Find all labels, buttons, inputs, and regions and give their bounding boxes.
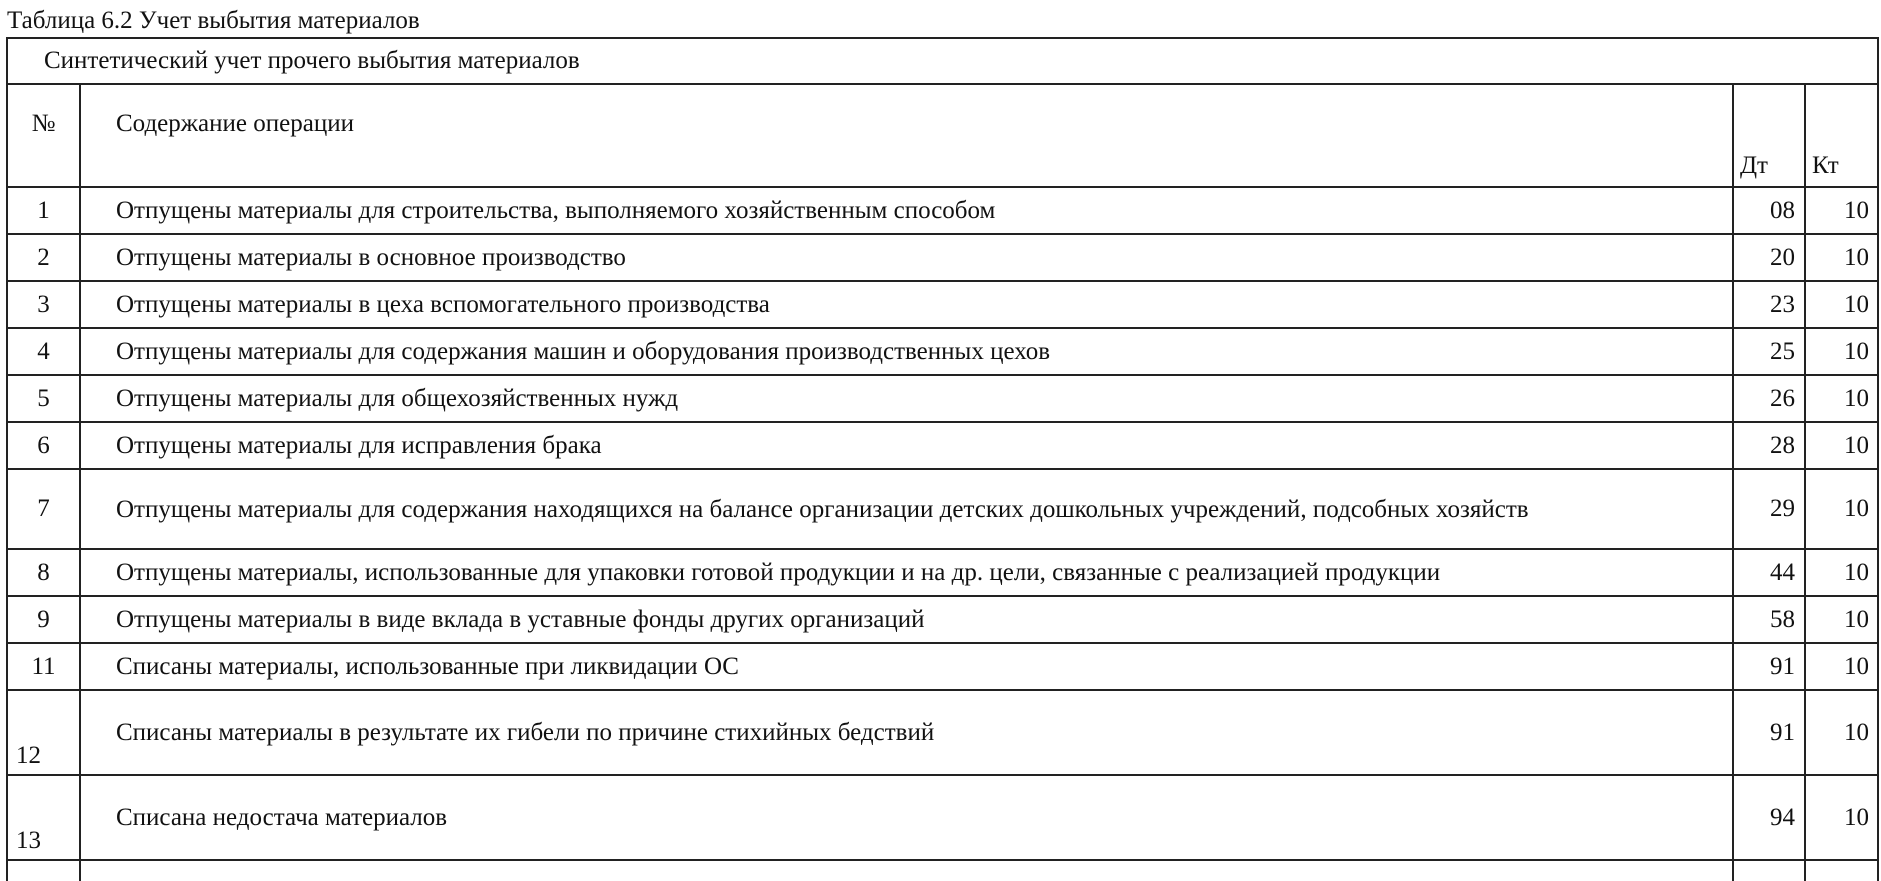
row-number: 13 [7, 775, 80, 860]
row-operation-text: Списана недостача материалов [116, 804, 448, 831]
row-operation [80, 328, 1733, 375]
row-debit: 20 [1733, 234, 1805, 281]
row-number: 9 [7, 596, 80, 643]
row-operation-text: Отпущены материалы для общехозяйственных нужд [116, 385, 679, 412]
row-credit: 10 [1805, 187, 1878, 234]
row-operation [80, 775, 1733, 860]
row-credit: 10 [1805, 422, 1878, 469]
row-credit: 10 [1805, 643, 1878, 690]
table-row [7, 375, 1878, 422]
table-row [7, 549, 1878, 596]
row-number: 5 [7, 375, 80, 422]
row-operation-text: Отпущены материалы для исправления брака [116, 432, 602, 459]
row-cell-partial [1733, 860, 1805, 881]
row-credit: 10 [1805, 281, 1878, 328]
row-operation-text: Списаны материалы в результате их гибели по причине стихийных бедствий [116, 719, 935, 746]
row-operation [80, 281, 1733, 328]
row-debit: 94 [1733, 775, 1805, 860]
row-credit: 10 [1805, 775, 1878, 860]
table-row [7, 643, 1878, 690]
row-credit: 10 [1805, 549, 1878, 596]
row-number: 2 [7, 234, 80, 281]
row-credit: 10 [1805, 469, 1878, 549]
header-credit: Кт [1805, 84, 1878, 187]
row-operation-text: Отпущены материалы для содержания находящихся на балансе организации детских дошкольных учреждений, подсобных хозяйств [116, 495, 1529, 523]
row-operation-text: Списаны материалы, использованные при ликвидации ОС [116, 653, 739, 680]
row-credit: 10 [1805, 328, 1878, 375]
table-row [7, 422, 1878, 469]
row-debit: 25 [1733, 328, 1805, 375]
row-operation [80, 234, 1733, 281]
row-operation [80, 375, 1733, 422]
row-number: 1 [7, 187, 80, 234]
table-row-partial [7, 860, 1878, 881]
table-title-row [7, 38, 1878, 84]
table-row [7, 328, 1878, 375]
header-debit: Дт [1733, 84, 1805, 187]
row-operation-text: Отпущены материалы в виде вклада в уставные фонды других организаций [116, 606, 925, 633]
row-operation [80, 549, 1733, 596]
row-operation [80, 596, 1733, 643]
row-operation-text: Отпущены материалы в цеха вспомогательного производства [116, 291, 770, 318]
table-caption: Таблица 6.2 Учет выбытия материалов [7, 7, 420, 34]
row-operation [80, 643, 1733, 690]
row-debit: 91 [1733, 643, 1805, 690]
header-number: № [7, 84, 80, 187]
row-number: 3 [7, 281, 80, 328]
row-debit: 44 [1733, 549, 1805, 596]
row-number: 7 [7, 469, 80, 549]
table-row [7, 775, 1878, 860]
table-row [7, 596, 1878, 643]
row-cell-partial [7, 860, 80, 881]
row-operation-text: Отпущены материалы для строительства, выполняемого хозяйственным способом [116, 197, 996, 224]
row-operation [80, 422, 1733, 469]
row-credit: 10 [1805, 375, 1878, 422]
row-number: 6 [7, 422, 80, 469]
row-debit: 28 [1733, 422, 1805, 469]
row-operation [80, 469, 1733, 549]
row-debit: 91 [1733, 690, 1805, 775]
row-debit: 26 [1733, 375, 1805, 422]
table-row [7, 469, 1878, 549]
table-row [7, 281, 1878, 328]
row-cell-partial [80, 860, 1733, 881]
row-debit: 08 [1733, 187, 1805, 234]
table-row [7, 187, 1878, 234]
row-number: 11 [7, 643, 80, 690]
header-row [7, 84, 1878, 187]
table-row [7, 234, 1878, 281]
row-number: 8 [7, 549, 80, 596]
row-credit: 10 [1805, 690, 1878, 775]
row-operation [80, 690, 1733, 775]
row-debit: 23 [1733, 281, 1805, 328]
materials-disposal-table [6, 37, 1879, 881]
row-operation-text: Отпущены материалы, использованные для упаковки готовой продукции и на др. цели, связанные с реализацией продукции [116, 559, 1441, 586]
row-debit: 29 [1733, 469, 1805, 549]
row-cell-partial [1805, 860, 1878, 881]
row-debit: 58 [1733, 596, 1805, 643]
row-credit: 10 [1805, 596, 1878, 643]
row-number: 4 [7, 328, 80, 375]
row-credit: 10 [1805, 234, 1878, 281]
row-number: 12 [7, 690, 80, 775]
table-title: Синтетический учет прочего выбытия материалов [7, 38, 1878, 84]
table-row [7, 690, 1878, 775]
row-operation [80, 187, 1733, 234]
header-operation: Содержание операции [80, 84, 1733, 187]
row-operation-text: Отпущены материалы для содержания машин и оборудования производственных цехов [116, 338, 1051, 365]
row-operation-text: Отпущены материалы в основное производство [116, 244, 626, 271]
